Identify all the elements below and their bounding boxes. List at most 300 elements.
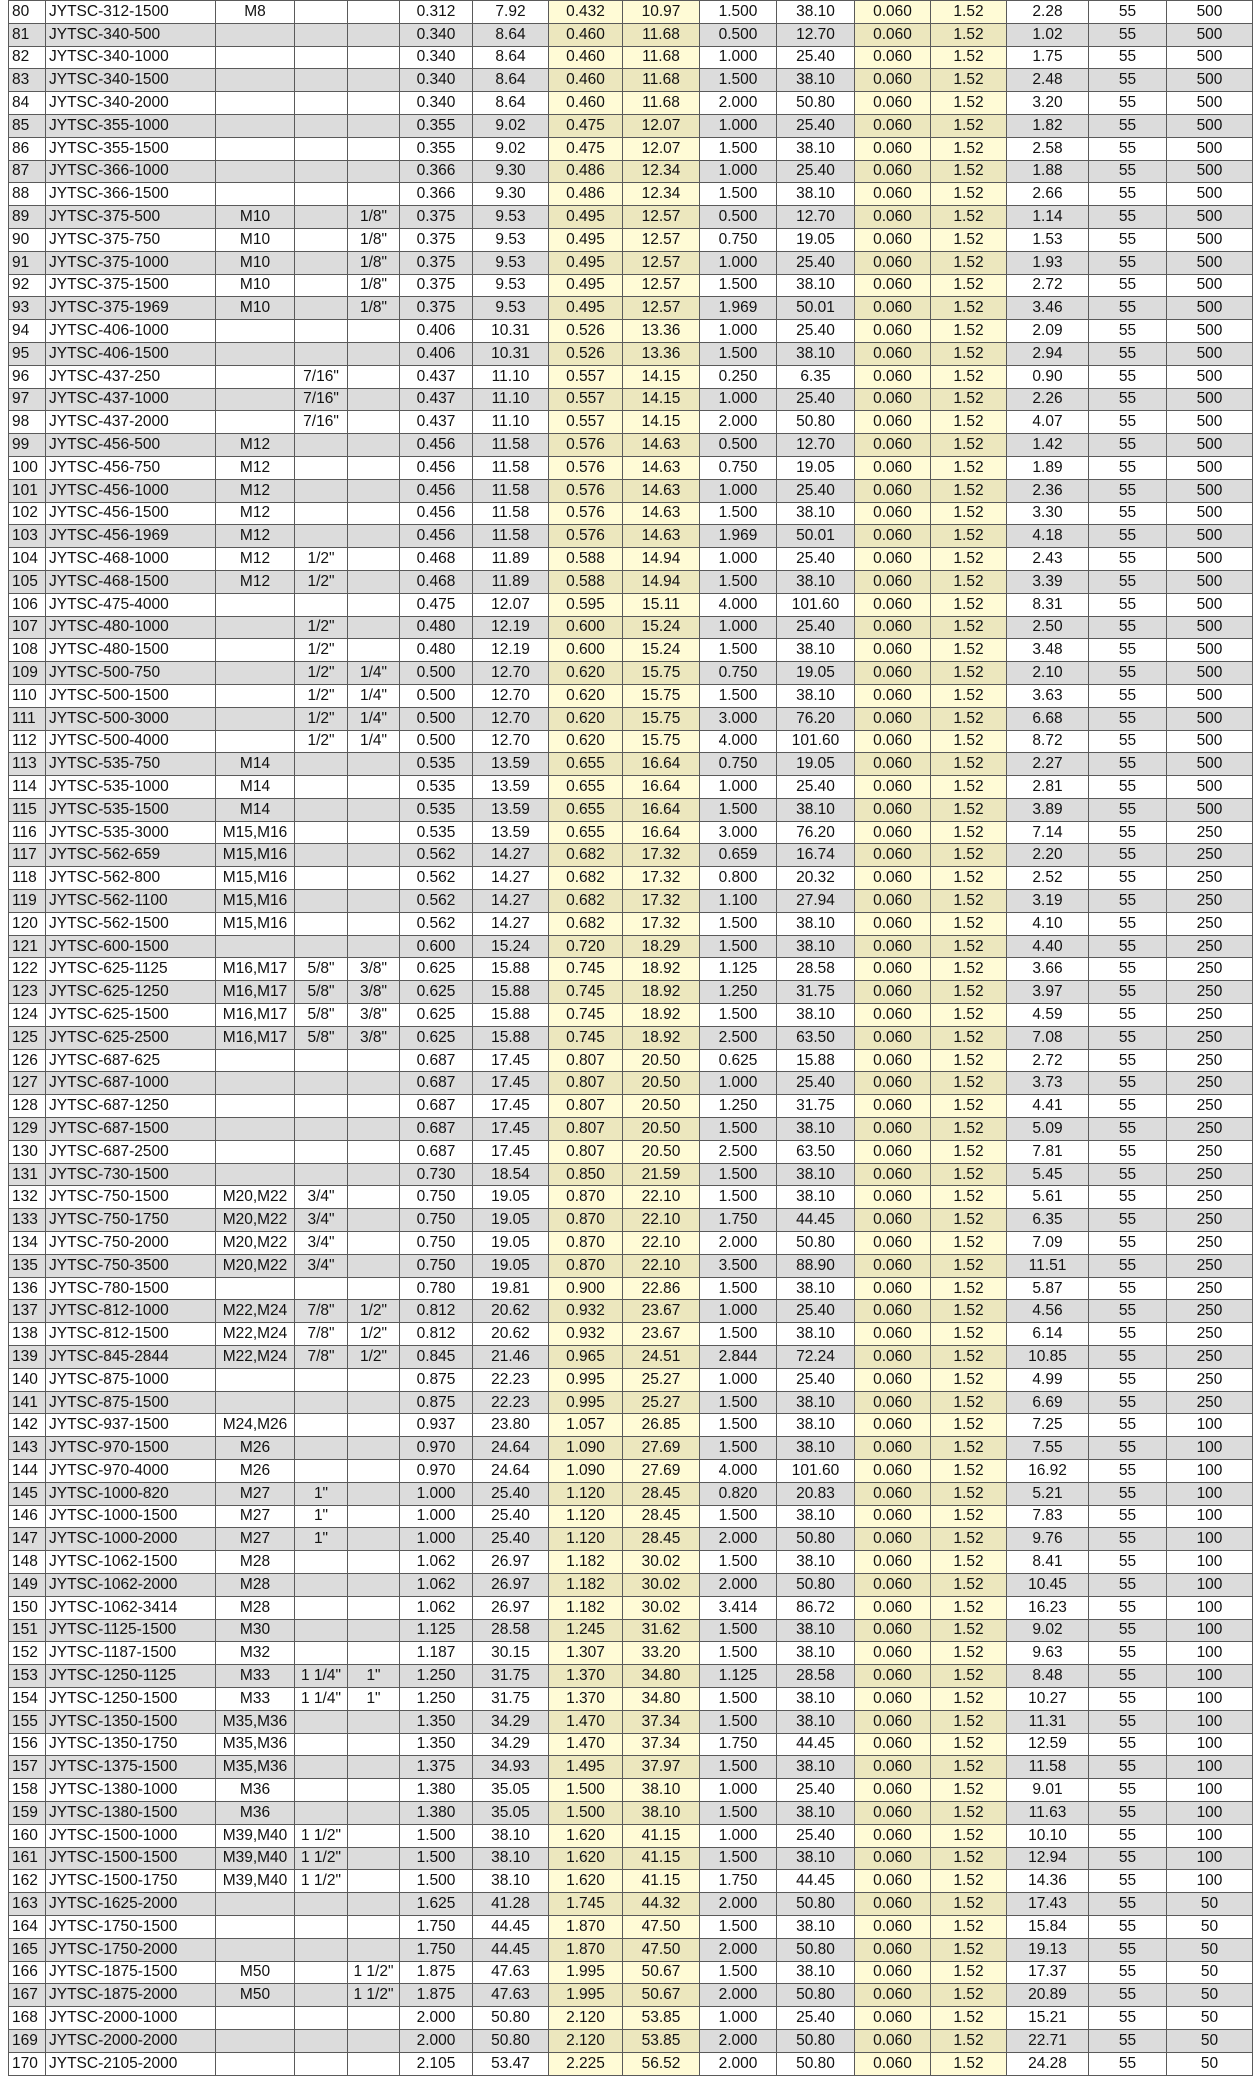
cell-od-mm: 20.50 (623, 1140, 700, 1163)
cell-id-inch: 0.812 (400, 1323, 473, 1346)
cell-id-mm: 25.40 (473, 1482, 549, 1505)
cell-hardness: 55 (1089, 1733, 1167, 1756)
cell-wall-mm: 1.52 (931, 1277, 1007, 1300)
cell-metric-size (216, 1938, 295, 1961)
cell-pipe-size (348, 548, 400, 571)
cell-od-mm: 56.52 (623, 2052, 700, 2075)
table-body (9, 1, 1253, 2076)
cell-hardness: 55 (1089, 2052, 1167, 2075)
cell-od-mm: 27.69 (623, 1437, 700, 1460)
cell-od-inch: 0.557 (549, 411, 623, 434)
cell-inch-size (295, 844, 348, 867)
cell-id-mm: 11.89 (473, 548, 549, 571)
cell-hardness: 55 (1089, 1140, 1167, 1163)
cell-length-mm: 38.10 (777, 684, 855, 707)
cell-od-inch: 1.057 (549, 1414, 623, 1437)
cell-hardness: 55 (1089, 297, 1167, 320)
cell-inch-size (295, 297, 348, 320)
cell-length-inch: 2.000 (700, 92, 777, 115)
cell-weight: 10.27 (1007, 1687, 1089, 1710)
cell-id-mm: 50.80 (473, 2029, 549, 2052)
cell-metric-size: M20,M22 (216, 1186, 295, 1209)
cell-id-inch: 0.456 (400, 502, 473, 525)
cell-id-inch: 0.340 (400, 92, 473, 115)
cell-wall-mm: 1.52 (931, 1209, 1007, 1232)
cell-length-mm: 50.80 (777, 1938, 855, 1961)
cell-od-mm: 22.86 (623, 1277, 700, 1300)
cell-part-number: JYTSC-375-1500 (46, 274, 216, 297)
cell-row-number: 111 (9, 707, 46, 730)
cell-wall-mm: 1.52 (931, 821, 1007, 844)
table-row (9, 69, 1253, 92)
cell-wall-inch: 0.060 (855, 23, 931, 46)
cell-pack-qty: 100 (1167, 1596, 1253, 1619)
cell-inch-size (295, 434, 348, 457)
cell-row-number: 102 (9, 502, 46, 525)
cell-pack-qty: 500 (1167, 69, 1253, 92)
cell-wall-inch: 0.060 (855, 2052, 931, 2075)
cell-wall-inch: 0.060 (855, 1915, 931, 1938)
cell-length-mm: 25.40 (777, 1779, 855, 1802)
cell-length-inch: 1.500 (700, 1756, 777, 1779)
cell-od-mm: 10.97 (623, 1, 700, 24)
cell-id-mm: 12.07 (473, 593, 549, 616)
cell-id-mm: 9.30 (473, 160, 549, 183)
cell-pack-qty: 500 (1167, 525, 1253, 548)
cell-weight: 1.42 (1007, 434, 1089, 457)
cell-row-number: 104 (9, 548, 46, 571)
cell-inch-size: 7/8" (295, 1300, 348, 1323)
cell-id-mm: 9.30 (473, 183, 549, 206)
cell-length-mm: 19.05 (777, 456, 855, 479)
cell-pack-qty: 500 (1167, 662, 1253, 685)
cell-weight: 11.63 (1007, 1801, 1089, 1824)
cell-hardness: 55 (1089, 479, 1167, 502)
cell-hardness: 55 (1089, 525, 1167, 548)
cell-od-inch: 0.588 (549, 570, 623, 593)
cell-pipe-size (348, 388, 400, 411)
cell-part-number: JYTSC-1500-1000 (46, 1824, 216, 1847)
cell-row-number: 126 (9, 1049, 46, 1072)
cell-weight: 6.68 (1007, 707, 1089, 730)
cell-wall-inch: 0.060 (855, 1551, 931, 1574)
table-row (9, 730, 1253, 753)
cell-inch-size (295, 1733, 348, 1756)
cell-od-mm: 15.24 (623, 616, 700, 639)
cell-id-mm: 17.45 (473, 1049, 549, 1072)
cell-weight: 0.90 (1007, 365, 1089, 388)
cell-id-mm: 11.10 (473, 411, 549, 434)
cell-id-mm: 9.53 (473, 274, 549, 297)
cell-od-mm: 20.50 (623, 1049, 700, 1072)
cell-wall-inch: 0.060 (855, 1346, 931, 1369)
cell-length-inch: 1.000 (700, 160, 777, 183)
cell-length-mm: 38.10 (777, 342, 855, 365)
cell-length-mm: 38.10 (777, 1551, 855, 1574)
cell-inch-size (295, 1072, 348, 1095)
cell-metric-size: M22,M24 (216, 1300, 295, 1323)
cell-od-mm: 23.67 (623, 1300, 700, 1323)
cell-row-number: 119 (9, 890, 46, 913)
cell-length-mm: 50.80 (777, 1528, 855, 1551)
cell-id-mm: 24.64 (473, 1460, 549, 1483)
cell-od-inch: 1.470 (549, 1733, 623, 1756)
cell-od-mm: 14.15 (623, 388, 700, 411)
cell-id-inch: 0.340 (400, 46, 473, 69)
cell-wall-mm: 1.52 (931, 1391, 1007, 1414)
cell-od-inch: 0.495 (549, 274, 623, 297)
table-row (9, 1505, 1253, 1528)
cell-id-mm: 31.75 (473, 1665, 549, 1688)
cell-metric-size: M28 (216, 1551, 295, 1574)
cell-wall-inch: 0.060 (855, 365, 931, 388)
cell-length-inch: 0.820 (700, 1482, 777, 1505)
cell-pack-qty: 100 (1167, 1414, 1253, 1437)
cell-part-number: JYTSC-625-1125 (46, 958, 216, 981)
cell-od-mm: 15.75 (623, 707, 700, 730)
cell-length-inch: 1.500 (700, 183, 777, 206)
cell-pipe-size: 3/8" (348, 981, 400, 1004)
cell-od-mm: 18.92 (623, 981, 700, 1004)
cell-length-mm: 38.10 (777, 1163, 855, 1186)
cell-hardness: 55 (1089, 456, 1167, 479)
cell-od-inch: 1.307 (549, 1642, 623, 1665)
cell-id-inch: 1.125 (400, 1619, 473, 1642)
cell-wall-mm: 1.52 (931, 1619, 1007, 1642)
cell-od-mm: 11.68 (623, 46, 700, 69)
cell-wall-inch: 0.060 (855, 434, 931, 457)
cell-metric-size: M14 (216, 776, 295, 799)
cell-pipe-size (348, 1915, 400, 1938)
cell-weight: 1.14 (1007, 206, 1089, 229)
cell-od-mm: 26.85 (623, 1414, 700, 1437)
cell-wall-mm: 1.52 (931, 1049, 1007, 1072)
cell-part-number: JYTSC-456-1500 (46, 502, 216, 525)
cell-id-mm: 19.05 (473, 1209, 549, 1232)
cell-wall-inch: 0.060 (855, 1004, 931, 1027)
cell-inch-size: 1/2" (295, 662, 348, 685)
cell-wall-inch: 0.060 (855, 2029, 931, 2052)
cell-wall-inch: 0.060 (855, 274, 931, 297)
cell-id-inch: 0.375 (400, 274, 473, 297)
cell-od-inch: 1.500 (549, 1779, 623, 1802)
cell-od-inch: 0.932 (549, 1323, 623, 1346)
cell-hardness: 55 (1089, 1026, 1167, 1049)
cell-length-mm: 38.10 (777, 69, 855, 92)
cell-metric-size: M15,M16 (216, 844, 295, 867)
cell-row-number: 158 (9, 1779, 46, 1802)
cell-od-inch: 0.995 (549, 1391, 623, 1414)
cell-row-number: 127 (9, 1072, 46, 1095)
cell-metric-size (216, 1368, 295, 1391)
cell-metric-size (216, 1277, 295, 1300)
cell-hardness: 55 (1089, 114, 1167, 137)
cell-length-mm: 16.74 (777, 844, 855, 867)
cell-weight: 11.58 (1007, 1756, 1089, 1779)
cell-length-inch: 1.500 (700, 1961, 777, 1984)
cell-weight: 2.94 (1007, 342, 1089, 365)
cell-wall-inch: 0.060 (855, 821, 931, 844)
cell-weight: 7.09 (1007, 1232, 1089, 1255)
cell-wall-mm: 1.52 (931, 1710, 1007, 1733)
cell-row-number: 146 (9, 1505, 46, 1528)
cell-pack-qty: 500 (1167, 753, 1253, 776)
cell-wall-mm: 1.52 (931, 1779, 1007, 1802)
cell-weight: 1.53 (1007, 228, 1089, 251)
cell-hardness: 55 (1089, 1893, 1167, 1916)
cell-id-inch: 0.780 (400, 1277, 473, 1300)
cell-wall-mm: 1.52 (931, 548, 1007, 571)
cell-wall-mm: 1.52 (931, 616, 1007, 639)
cell-part-number: JYTSC-1380-1500 (46, 1801, 216, 1824)
table-row (9, 1004, 1253, 1027)
cell-od-mm: 30.02 (623, 1551, 700, 1574)
cell-weight: 7.14 (1007, 821, 1089, 844)
cell-pack-qty: 250 (1167, 1118, 1253, 1141)
cell-length-inch: 1.500 (700, 1642, 777, 1665)
cell-id-inch: 2.000 (400, 2007, 473, 2030)
cell-od-inch: 1.090 (549, 1437, 623, 1460)
cell-wall-inch: 0.060 (855, 1186, 931, 1209)
cell-pack-qty: 500 (1167, 593, 1253, 616)
cell-id-mm: 11.58 (473, 434, 549, 457)
cell-row-number: 83 (9, 69, 46, 92)
cell-length-inch: 2.844 (700, 1346, 777, 1369)
cell-metric-size: M36 (216, 1779, 295, 1802)
cell-inch-size (295, 69, 348, 92)
cell-length-mm: 31.75 (777, 981, 855, 1004)
cell-inch-size: 3/4" (295, 1254, 348, 1277)
cell-pipe-size (348, 365, 400, 388)
cell-od-inch: 0.576 (549, 456, 623, 479)
table-row (9, 1870, 1253, 1893)
cell-id-inch: 0.845 (400, 1346, 473, 1369)
cell-wall-mm: 1.52 (931, 274, 1007, 297)
cell-row-number: 163 (9, 1893, 46, 1916)
cell-od-mm: 20.50 (623, 1095, 700, 1118)
cell-od-inch: 1.495 (549, 1756, 623, 1779)
cell-part-number: JYTSC-1875-1500 (46, 1961, 216, 1984)
cell-id-mm: 15.88 (473, 1026, 549, 1049)
cell-wall-inch: 0.060 (855, 570, 931, 593)
table-row (9, 1756, 1253, 1779)
cell-od-mm: 12.57 (623, 251, 700, 274)
cell-hardness: 55 (1089, 46, 1167, 69)
cell-id-inch: 0.970 (400, 1437, 473, 1460)
cell-row-number: 152 (9, 1642, 46, 1665)
table-row (9, 1665, 1253, 1688)
cell-id-inch: 0.475 (400, 593, 473, 616)
cell-length-mm: 25.40 (777, 388, 855, 411)
cell-od-inch: 1.370 (549, 1687, 623, 1710)
cell-od-inch: 1.120 (549, 1505, 623, 1528)
cell-pack-qty: 100 (1167, 1756, 1253, 1779)
cell-id-inch: 0.468 (400, 570, 473, 593)
cell-hardness: 55 (1089, 1619, 1167, 1642)
cell-metric-size: M35,M36 (216, 1710, 295, 1733)
cell-metric-size: M27 (216, 1528, 295, 1551)
cell-length-mm: 38.10 (777, 1710, 855, 1733)
cell-inch-size: 7/16" (295, 365, 348, 388)
cell-id-inch: 0.970 (400, 1460, 473, 1483)
cell-length-inch: 2.000 (700, 1984, 777, 2007)
cell-pack-qty: 500 (1167, 502, 1253, 525)
cell-wall-mm: 1.52 (931, 342, 1007, 365)
cell-wall-mm: 1.52 (931, 1254, 1007, 1277)
cell-pipe-size (348, 1505, 400, 1528)
cell-id-mm: 11.89 (473, 570, 549, 593)
cell-id-inch: 0.750 (400, 1232, 473, 1255)
cell-row-number: 164 (9, 1915, 46, 1938)
cell-length-inch: 3.414 (700, 1596, 777, 1619)
cell-od-inch: 1.120 (549, 1528, 623, 1551)
cell-part-number: JYTSC-1062-2000 (46, 1573, 216, 1596)
cell-weight: 2.72 (1007, 274, 1089, 297)
cell-row-number: 128 (9, 1095, 46, 1118)
cell-inch-size: 7/16" (295, 388, 348, 411)
cell-length-mm: 25.40 (777, 1824, 855, 1847)
cell-part-number: JYTSC-1350-1500 (46, 1710, 216, 1733)
cell-od-inch: 0.595 (549, 593, 623, 616)
cell-wall-inch: 0.060 (855, 479, 931, 502)
cell-id-mm: 12.70 (473, 707, 549, 730)
cell-part-number: JYTSC-1062-1500 (46, 1551, 216, 1574)
cell-id-inch: 0.480 (400, 616, 473, 639)
cell-id-inch: 0.750 (400, 1186, 473, 1209)
cell-hardness: 55 (1089, 593, 1167, 616)
cell-row-number: 162 (9, 1870, 46, 1893)
cell-length-mm: 25.40 (777, 548, 855, 571)
cell-length-inch: 2.000 (700, 1573, 777, 1596)
cell-wall-mm: 1.52 (931, 639, 1007, 662)
cell-od-mm: 18.29 (623, 935, 700, 958)
table-row (9, 183, 1253, 206)
cell-od-mm: 11.68 (623, 92, 700, 115)
cell-length-mm: 27.94 (777, 890, 855, 913)
cell-wall-mm: 1.52 (931, 1232, 1007, 1255)
cell-id-mm: 12.19 (473, 616, 549, 639)
cell-length-mm: 72.24 (777, 1346, 855, 1369)
cell-length-inch: 0.500 (700, 206, 777, 229)
cell-length-mm: 38.10 (777, 1505, 855, 1528)
cell-wall-mm: 1.52 (931, 684, 1007, 707)
cell-od-inch: 1.870 (549, 1915, 623, 1938)
cell-wall-mm: 1.52 (931, 1072, 1007, 1095)
cell-pack-qty: 100 (1167, 1551, 1253, 1574)
cell-id-inch: 0.500 (400, 730, 473, 753)
cell-pipe-size: 1 1/2" (348, 1984, 400, 2007)
cell-id-inch: 0.687 (400, 1049, 473, 1072)
cell-pack-qty: 250 (1167, 1391, 1253, 1414)
cell-od-mm: 30.02 (623, 1596, 700, 1619)
cell-part-number: JYTSC-366-1000 (46, 160, 216, 183)
cell-part-number: JYTSC-480-1000 (46, 616, 216, 639)
cell-od-inch: 0.807 (549, 1140, 623, 1163)
cell-weight: 5.09 (1007, 1118, 1089, 1141)
cell-id-inch: 0.730 (400, 1163, 473, 1186)
cell-hardness: 55 (1089, 1551, 1167, 1574)
cell-hardness: 55 (1089, 1482, 1167, 1505)
cell-id-inch: 1.500 (400, 1870, 473, 1893)
cell-hardness: 55 (1089, 411, 1167, 434)
cell-id-inch: 0.562 (400, 890, 473, 913)
cell-part-number: JYTSC-456-1969 (46, 525, 216, 548)
cell-id-inch: 0.687 (400, 1118, 473, 1141)
cell-pipe-size (348, 1824, 400, 1847)
cell-wall-mm: 1.52 (931, 1915, 1007, 1938)
cell-od-inch: 0.620 (549, 707, 623, 730)
cell-part-number: JYTSC-1750-1500 (46, 1915, 216, 1938)
cell-length-mm: 76.20 (777, 707, 855, 730)
cell-od-inch: 1.182 (549, 1596, 623, 1619)
cell-metric-size (216, 935, 295, 958)
cell-hardness: 55 (1089, 206, 1167, 229)
table-row (9, 776, 1253, 799)
table-row (9, 1528, 1253, 1551)
cell-weight: 4.56 (1007, 1300, 1089, 1323)
cell-id-mm: 9.53 (473, 297, 549, 320)
cell-od-inch: 0.557 (549, 365, 623, 388)
cell-pack-qty: 500 (1167, 160, 1253, 183)
cell-od-mm: 16.64 (623, 821, 700, 844)
cell-od-mm: 15.75 (623, 662, 700, 685)
cell-hardness: 55 (1089, 1756, 1167, 1779)
cell-hardness: 55 (1089, 1961, 1167, 1984)
cell-length-inch: 1.500 (700, 137, 777, 160)
cell-part-number: JYTSC-456-500 (46, 434, 216, 457)
cell-od-mm: 14.63 (623, 502, 700, 525)
cell-row-number: 115 (9, 798, 46, 821)
cell-od-inch: 0.576 (549, 525, 623, 548)
cell-row-number: 136 (9, 1277, 46, 1300)
cell-hardness: 55 (1089, 570, 1167, 593)
cell-inch-size (295, 1596, 348, 1619)
cell-pipe-size (348, 1733, 400, 1756)
cell-od-mm: 12.57 (623, 206, 700, 229)
cell-wall-mm: 1.52 (931, 502, 1007, 525)
cell-part-number: JYTSC-437-250 (46, 365, 216, 388)
cell-od-inch: 1.500 (549, 1801, 623, 1824)
cell-length-mm: 44.45 (777, 1209, 855, 1232)
cell-id-inch: 0.437 (400, 388, 473, 411)
cell-part-number: JYTSC-1250-1500 (46, 1687, 216, 1710)
cell-wall-inch: 0.060 (855, 525, 931, 548)
cell-length-inch: 1.500 (700, 1915, 777, 1938)
cell-id-mm: 31.75 (473, 1687, 549, 1710)
cell-inch-size (295, 593, 348, 616)
cell-wall-inch: 0.060 (855, 2007, 931, 2030)
cell-id-inch: 1.500 (400, 1847, 473, 1870)
cell-length-mm: 88.90 (777, 1254, 855, 1277)
cell-od-mm: 22.10 (623, 1232, 700, 1255)
cell-od-inch: 0.655 (549, 776, 623, 799)
cell-od-mm: 11.68 (623, 23, 700, 46)
cell-wall-mm: 1.52 (931, 1824, 1007, 1847)
cell-wall-mm: 1.52 (931, 1118, 1007, 1141)
cell-wall-inch: 0.060 (855, 1232, 931, 1255)
cell-inch-size: 1 1/2" (295, 1847, 348, 1870)
cell-metric-size (216, 114, 295, 137)
cell-row-number: 140 (9, 1368, 46, 1391)
cell-hardness: 55 (1089, 1824, 1167, 1847)
cell-weight: 4.59 (1007, 1004, 1089, 1027)
cell-weight: 5.45 (1007, 1163, 1089, 1186)
cell-metric-size (216, 1118, 295, 1141)
cell-length-mm: 44.45 (777, 1870, 855, 1893)
cell-row-number: 85 (9, 114, 46, 137)
cell-od-inch: 0.460 (549, 69, 623, 92)
cell-id-inch: 1.187 (400, 1642, 473, 1665)
